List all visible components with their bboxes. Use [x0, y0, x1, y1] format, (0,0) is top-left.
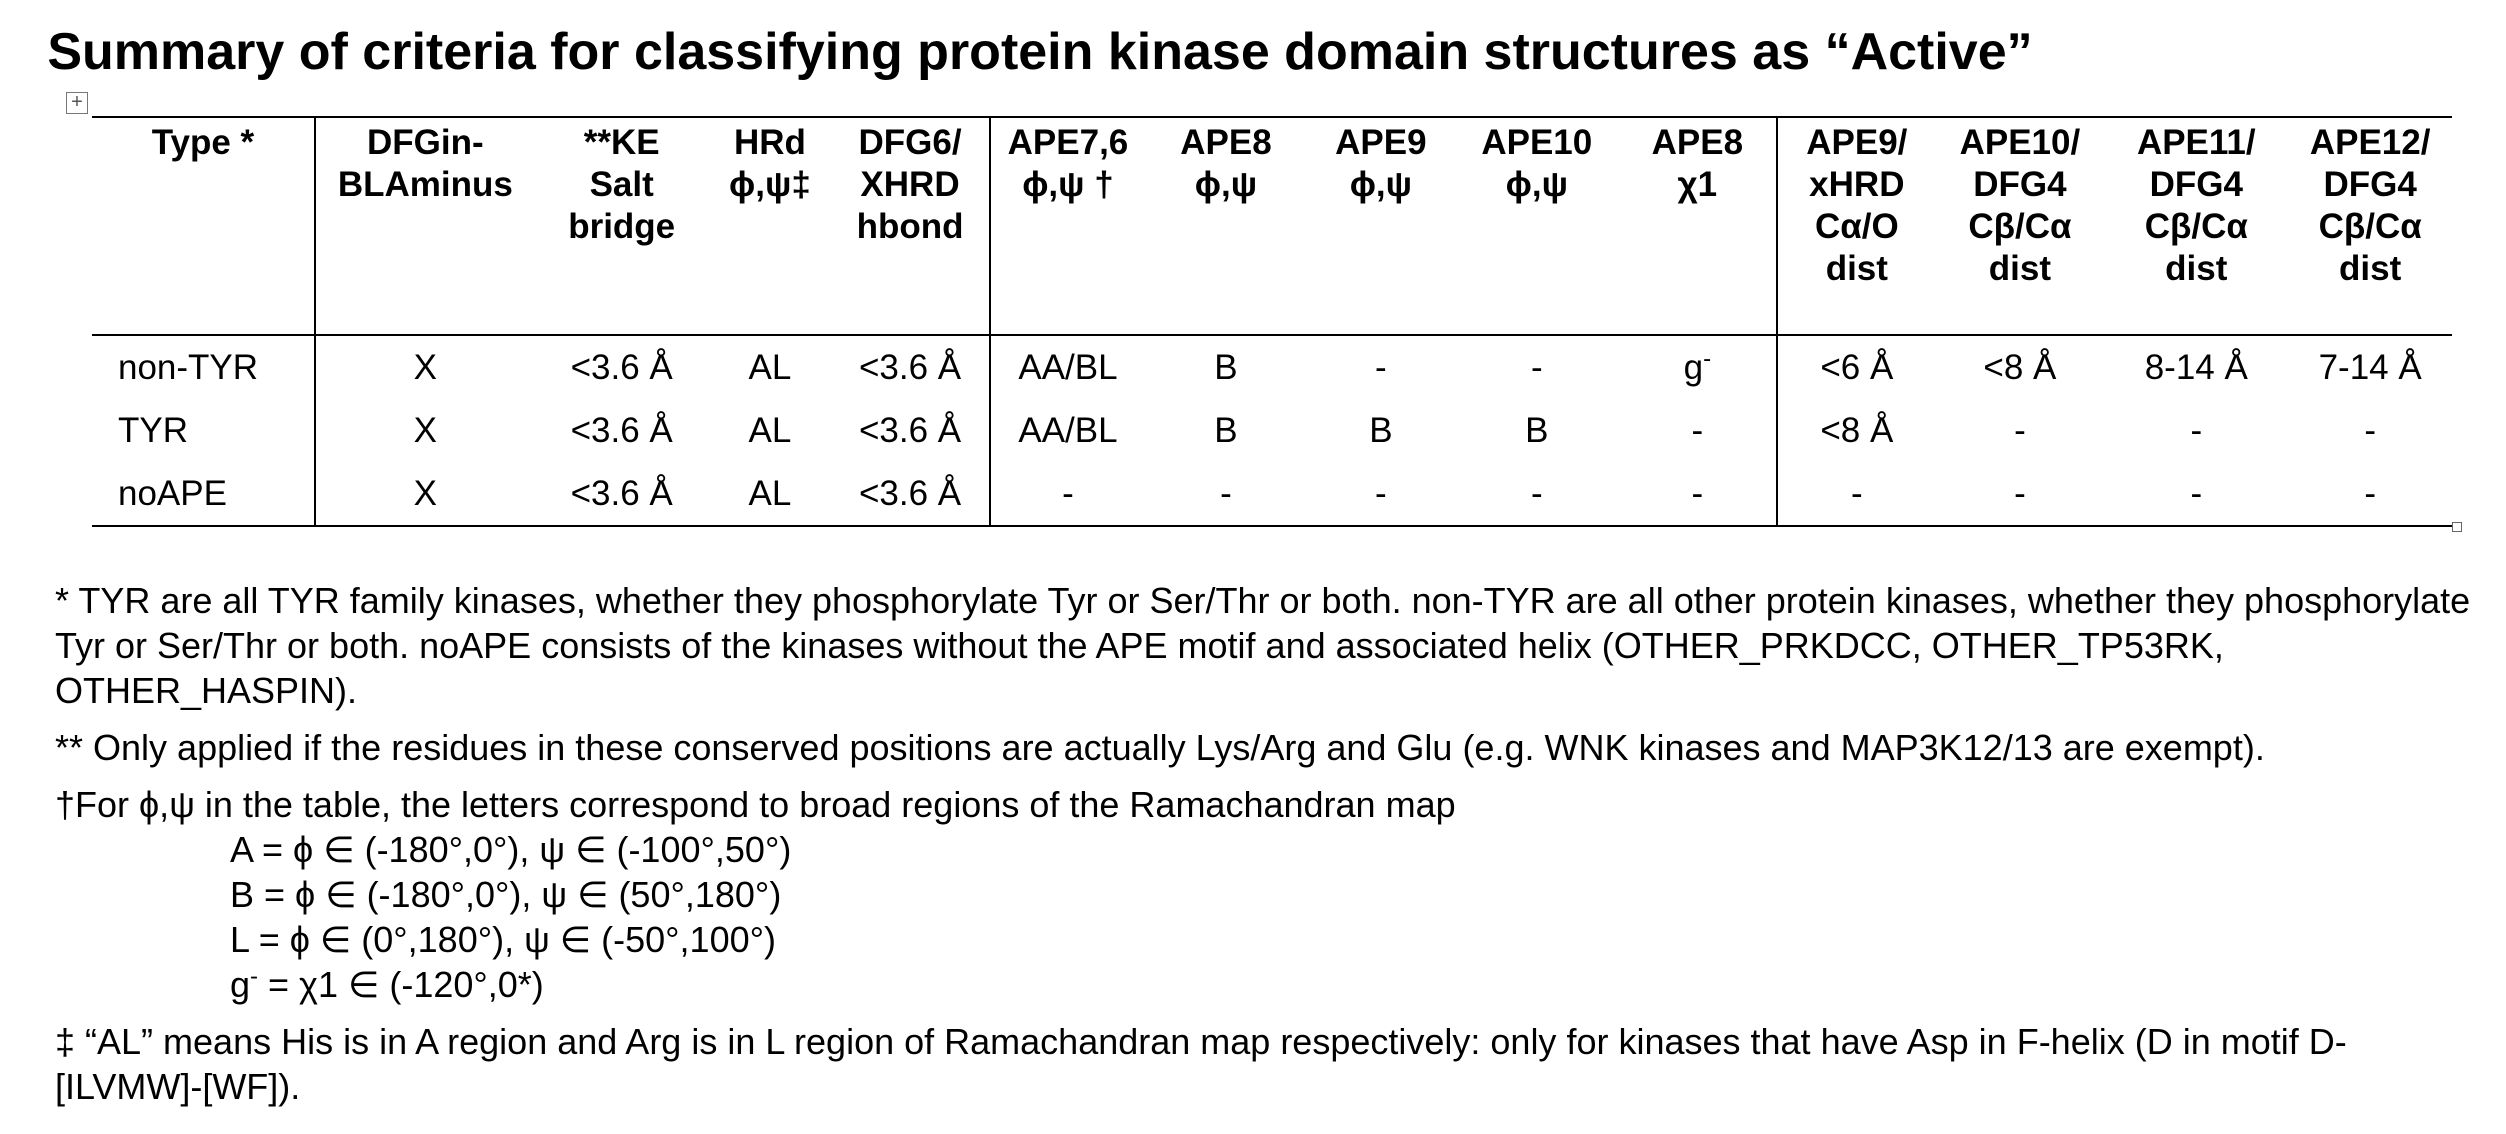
table-cell: -	[1220, 473, 1232, 513]
gminus-superscript: -	[1703, 344, 1712, 372]
table-cell: AL	[748, 473, 792, 513]
ramachandran-definitions	[230, 827, 2475, 1007]
table-cell: X	[315, 462, 535, 526]
table-cell: non-TYR	[118, 347, 259, 387]
footnote-type: * TYR are all TYR family kinases, whether they phosphorylate Tyr or Ser/Thr or both. non-TYR are all other protein kinases, whether they phosphorylate Tyr or Ser/Thr or both. noAPE consists of the kinases without the APE motif and associated helix (OTHER_PRKDCC, OTHER_TP53RK, OTHER_HASPIN).	[55, 580, 2471, 711]
table-header-row	[92, 117, 2452, 335]
table-cell: B	[1369, 410, 1393, 450]
table-cell: AA/BL	[990, 335, 1145, 399]
table-cell: -	[2014, 410, 2026, 450]
document-title: Summary of criteria for classifying protein kinase domain structures as “Active”	[47, 23, 2033, 81]
definition-gminus	[230, 962, 2475, 1007]
table-cell: B	[1214, 410, 1238, 450]
table-cell: -	[2190, 473, 2203, 513]
header-cell: APE10 ϕ,ψ	[1481, 123, 1593, 204]
criteria-table	[92, 116, 2452, 527]
table-cell: <3.6 Å	[570, 473, 673, 513]
table-resize-handle[interactable]	[2452, 522, 2462, 532]
header-cell: Type *	[151, 123, 255, 162]
table-row	[92, 399, 2452, 462]
header-cell: APE12/ DFG4 Cβ/Cα dist	[2309, 123, 2431, 288]
table-row	[92, 462, 2452, 526]
table-cell: -	[1691, 473, 1704, 513]
table-cell: B	[1525, 410, 1549, 450]
table-cell: -	[1777, 462, 1935, 526]
table-cell: <3.6 Å	[858, 347, 962, 387]
table-cell: -	[2190, 410, 2203, 450]
footnote-al: ‡ “AL” means His is in A region and Arg is in L region of Ramachandran map respectively: only for kinases that have Asp in F-helix (D in motif D-[ILVMW]-[WF]).	[55, 1021, 2347, 1107]
header-cell: APE9/ xHRD Cα/O dist	[1777, 117, 1935, 335]
header-cell: APE11/ DFG4 Cβ/Cα dist	[2136, 123, 2256, 288]
footnotes	[55, 578, 2475, 1121]
table-cell: <3.6 Å	[858, 473, 962, 513]
table-cell: <3.6 Å	[858, 410, 962, 450]
table-cell: <8 Å	[1777, 399, 1935, 462]
gminus-base: g	[1683, 347, 1704, 387]
table-cell: AL	[748, 347, 792, 387]
table-cell: X	[315, 399, 535, 462]
table-cell: -	[1375, 347, 1387, 387]
table-cell: -	[2364, 410, 2376, 450]
table-cell: -	[1375, 473, 1387, 513]
footnote-ramachandran: †For ϕ,ψ in the table, the letters correspond to broad regions of the Ramachandran map	[55, 784, 1456, 825]
header-cell: APE10/ DFG4 Cβ/Cα dist	[1959, 123, 2081, 288]
footnote-salt-bridge: ** Only applied if the residues in these conserved positions are actually Lys/Arg and Glu (e.g. WNK kinases and MAP3K12/13 are exempt).	[55, 727, 2265, 768]
table-cell: -	[2014, 473, 2026, 513]
table-cell: X	[315, 335, 535, 399]
table-cell: -	[1530, 473, 1543, 513]
table-cell: -	[1530, 347, 1543, 387]
table-cell: TYR	[118, 410, 188, 450]
definition-gminus-text: = χ1 ∈ (-120°,0*)	[258, 964, 544, 1005]
table-cell: -	[1691, 410, 1704, 450]
table-cell: <3.6 Å	[570, 410, 673, 450]
table-cell	[1619, 335, 1777, 399]
table-row	[92, 335, 2452, 399]
table-cell: -	[990, 462, 1145, 526]
header-cell: HRd ϕ,ψ‡	[729, 123, 811, 204]
header-cell: APE9 ϕ,ψ	[1335, 123, 1427, 204]
table-cell: AA/BL	[990, 399, 1145, 462]
table-cell: <6 Å	[1777, 335, 1935, 399]
table-cell: noAPE	[118, 473, 227, 513]
table-move-handle-icon[interactable]: +	[66, 92, 88, 114]
definition-a: A = ϕ ∈ (-180°,0°), ψ ∈ (-100°,50°)	[230, 829, 792, 870]
header-cell: **KE Salt bridge	[568, 123, 676, 246]
table-cell: -	[2364, 473, 2376, 513]
definition-gminus-superscript: -	[250, 963, 259, 990]
header-cell: DFG6/ XHRD hbond	[856, 123, 964, 246]
definition-gminus-base: g	[230, 964, 251, 1005]
header-cell: APE8 χ1	[1651, 123, 1744, 204]
table-cell: AL	[748, 410, 792, 450]
definition-b: B = ϕ ∈ (-180°,0°), ψ ∈ (50°,180°)	[230, 874, 782, 915]
header-cell: DFGin- BLAminus	[315, 117, 535, 335]
table-cell: <3.6 Å	[570, 347, 673, 387]
table-cell: B	[1214, 347, 1238, 387]
header-cell: APE8 ϕ,ψ	[1180, 123, 1272, 204]
definition-l: L = ϕ ∈ (0°,180°), ψ ∈ (-50°,100°)	[230, 919, 776, 960]
table-cell: 7-14 Å	[2318, 347, 2422, 387]
header-cell: APE7,6 ϕ,ψ †	[990, 117, 1145, 335]
table-cell: <8 Å	[1983, 347, 2057, 387]
table-cell: 8-14 Å	[2144, 347, 2248, 387]
